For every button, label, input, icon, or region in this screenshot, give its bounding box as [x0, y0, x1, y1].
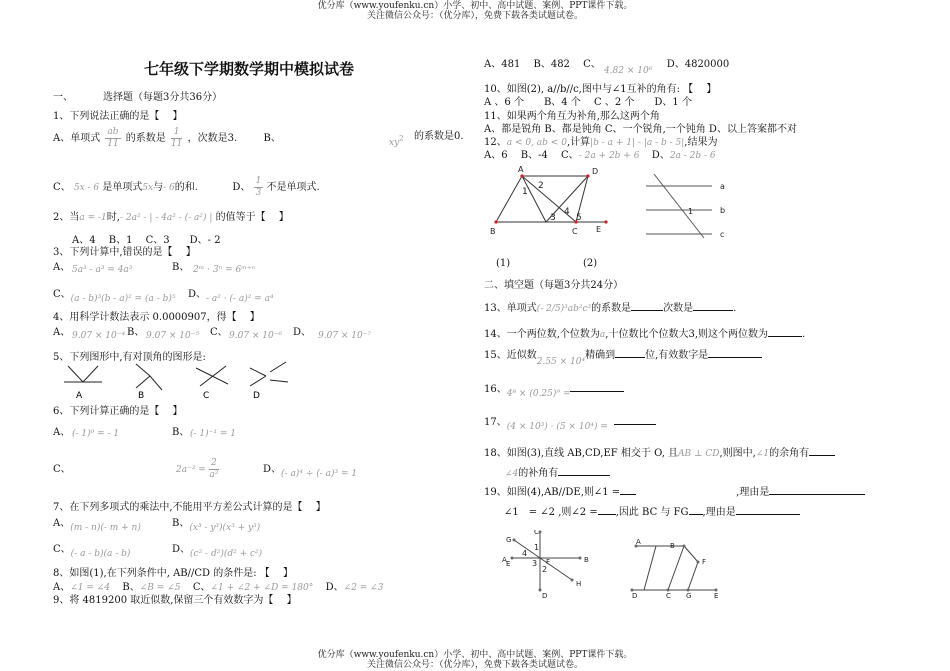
fig4-label-g: G [686, 592, 692, 600]
fig3-label-f: F [546, 558, 551, 566]
fig4-label-f: F [702, 558, 707, 566]
question-18-line2: ∠4的补角有 [505, 464, 610, 479]
question-5-figures [58, 360, 298, 402]
fig2-label-b: b [720, 206, 726, 215]
fig3-label-e: E [506, 560, 511, 568]
q17-blank[interactable] [614, 415, 656, 425]
q19-blank-relation[interactable] [689, 505, 703, 515]
fig4-label-e: E [714, 592, 719, 600]
fig3-label-d: D [542, 592, 548, 600]
fig2-label-c: c [720, 230, 725, 239]
figure-5d [250, 362, 288, 386]
question-7-option-d: D、(c² - d²)(d² + c²) [172, 544, 263, 559]
fig1-angle-1: 1 [522, 187, 528, 197]
question-11: 11、如果两个角互为补角,那么这两个角 [484, 111, 660, 122]
q19-blank-angle2[interactable] [598, 505, 616, 515]
question-4-option-d-formula: 9.07 × 10⁻⁷ [318, 331, 372, 341]
fig4-label-d: D [632, 592, 638, 600]
q13-blank-degree[interactable] [693, 301, 733, 311]
question-8: 8、如图(1),在下列条件中, AB//CD 的条件是: 【 】 [53, 568, 293, 579]
top-watermark-line2: 关注微信公众号：（优分库），免费下载各类试题试卷。 [366, 11, 583, 21]
q18-blank-complement[interactable] [809, 446, 835, 456]
question-3: 3、下列计算中,错误的是【 】 [53, 247, 196, 258]
q18-blank-supplement[interactable] [558, 466, 610, 476]
fig3-label-b: B [584, 556, 589, 564]
fig3-angle-1: 1 [534, 543, 540, 552]
fig2-angle-1: 1 [688, 207, 694, 216]
figure-2-caption: (2) [583, 258, 598, 269]
q19-blank-reason1[interactable] [769, 485, 865, 495]
question-10: 10、如图(2), a//b//c,图中与∠1互补的角有: 【 】 [484, 84, 717, 95]
question-17: 17、(4 × 10³) · (5 × 10⁴) = [484, 413, 656, 428]
figure-5-label-d: D [253, 391, 260, 401]
fig3-label-g: G [506, 536, 512, 544]
q14-blank[interactable] [768, 327, 802, 337]
question-6-option-c: C、 [53, 464, 71, 475]
bottom-watermark-line2: 关注微信公众号：（优分库），免费下载各类试题试卷。 [366, 660, 583, 670]
question-4-option-d: D、 [293, 327, 312, 338]
question-3-option-d: D、- a² · (- a)² = a⁴ [188, 289, 274, 304]
question-5: 5、下列图形中,有对顶角的图形是: [53, 352, 206, 363]
fig1-angle-3: 3 [550, 213, 556, 223]
question-2: 2、当a = -1时,- 2a² - | - 4a² - (- a²) | 的值等于【 】 [53, 212, 289, 223]
q15-blank-sigfigs[interactable] [708, 348, 762, 358]
fig3-angle-3: 3 [532, 559, 538, 568]
question-3-option-a: A、 [53, 262, 71, 273]
q13-blank-coefficient[interactable] [631, 301, 663, 311]
fig1-angle-4: 4 [564, 207, 570, 217]
question-6-option-d: D、(- a)⁴ ÷ (- a)³ = 1 [263, 464, 358, 479]
question-1-option-c: C、 5x - 6 是单项式5x与- 6的和. D、 $\frac{1}{3}$ 不是单项式. [53, 176, 320, 198]
section-two: 二、填空题（每题3分共24分） [484, 280, 624, 291]
fig3-label-c: C [534, 530, 539, 536]
figure-1-caption: (1) [496, 258, 511, 269]
fig3-angle-4: 4 [522, 549, 528, 558]
question-18-line1: 18、如图(3),直线 AB,CD,EF 相交于 O, 且AB ⊥ CD,则图中,∠1的余角有 [484, 444, 835, 459]
question-9: 9、将 4819200 取近似数,保留三个有效数字为【 】 [53, 595, 297, 606]
fig1-label-d: D [592, 167, 599, 176]
q19-blank-reason2[interactable] [736, 505, 800, 515]
question-3-option-a-formula: 5a³ - a³ = 4a³ [72, 265, 133, 275]
question-1-option-b: $xy^2$ 的系数是0. [389, 131, 464, 148]
figure-1-point-a [520, 174, 523, 177]
fig1-angle-5: 5 [576, 213, 582, 223]
question-6-option-a-formula: (- 1)⁰ = - 1 [72, 429, 120, 439]
fig1-label-b: B [490, 227, 496, 236]
fig1-label-c: C [572, 227, 578, 236]
question-4-option-a-formula: 9.07 × 10⁻⁴ [72, 331, 126, 341]
question-6-option-a: A、 [53, 427, 71, 438]
question-6-option-b: B、 [172, 427, 190, 438]
question-8-options: A、∠1 = ∠4 B、∠B = ∠5 C、∠1 + ∠2 + ∠D = 180° D、∠2 = ∠3 [53, 582, 384, 593]
question-11-options: A、都是锐角 B、都是钝角 C、一个锐角,一个钝角 D、以上答案都不对 [484, 124, 797, 135]
question-6-option-b-formula: (- 1)⁻¹ = 1 [190, 429, 236, 439]
fig1-label-a: A [518, 165, 524, 174]
figure-3 [500, 530, 610, 602]
question-16: 16、4⁸ × (0.25)⁹ = [484, 380, 624, 395]
figure-5-label-c: C [203, 391, 210, 401]
question-7-option-c: C、(- a - b)(a - b) [53, 544, 131, 559]
fig3-angle-2: 2 [542, 565, 548, 574]
fig3-label-a: A [502, 556, 507, 564]
figure-2 [640, 170, 740, 246]
question-7-option-a: A、(m - n)(- m + n) [53, 518, 141, 533]
section-one: 一、 选择题（每题3分共36分） [53, 92, 223, 103]
question-3-option-b-formula: 2ᵐ · 3ⁿ = 6ᵐ⁺ⁿ [193, 265, 256, 275]
question-1: 1、下列说法正确的是【 】 [53, 111, 183, 122]
question-13: 13、单项式(- 2/5)³ab²c³的系数是 次数是 . [484, 303, 737, 314]
fig1-angle-2: 2 [538, 181, 544, 191]
fig4-label-c: C [666, 592, 671, 600]
figure-4 [626, 538, 726, 600]
fig4-label-b: B [670, 542, 675, 550]
question-15: 15、近似数2.55 × 10⁴精确到 位,有效数字是 [484, 346, 762, 361]
figure-1-point-b [494, 220, 497, 223]
page-title: 七年级下学期数学期中模拟试卷 [144, 60, 355, 78]
figure-5b [136, 364, 162, 390]
figure-1-point-d [586, 174, 589, 177]
fig1-label-e: E [596, 225, 602, 234]
question-2-options: A、4 B、1 C、3 D、- 2 [72, 235, 221, 246]
figure-5-label-b: B [138, 391, 145, 401]
question-7: 7、在下列多项式的乘法中,不能用平方差公式计算的是【 】 [53, 502, 326, 513]
question-4-option-b: B、 [127, 327, 145, 338]
top-watermark-line1: 优分库（www.youfenku.cn）小学、初中、高中试题、案例、PPT课件下载。 [317, 1, 633, 11]
question-19-line2: ∠1 = ∠2 ,则∠2 = ,因此 BC 与 FG ,理由是 [504, 503, 800, 518]
figure-1-point-e [604, 220, 607, 223]
question-12: 12、a < 0, ab < 0,计算|b - a + 1| - |a - b - 5|,结果为 [484, 137, 718, 148]
question-4-option-c: C、 [210, 327, 228, 338]
question-9-options: A、481 B、482 C、 4.82 × 10⁶ D、4820000 [484, 59, 730, 76]
question-4-option-b-formula: 9.07 × 10⁻⁵ [146, 331, 200, 341]
question-6: 6、下列计算正确的是【 】 [53, 406, 183, 417]
question-6-option-c-formula: 2a⁻² = $\frac{2}{\text{a²}}$ [176, 458, 219, 480]
question-3-option-b: B、 [172, 262, 190, 273]
question-19-line1: 19、如图(4),AB//DE,则∠1 = ,理由是 [484, 483, 865, 498]
fig4-label-a: A [636, 538, 641, 546]
question-3-option-c: C、(a - b)³(b - a)² = (a - b)⁵ [53, 289, 176, 304]
fig2-label-a: a [720, 182, 725, 191]
fig3-label-h: H [576, 580, 582, 588]
question-4: 4、用科学计数法表示 0.0000907，得【 】 [53, 312, 260, 323]
question-12-options: A、6 B、-4 C、- 2a + 2b + 6 D、2a - 2b - 6 [484, 150, 716, 161]
question-10-options: A 、6 个 B、4 个 C 、2 个 D、1 个 [484, 97, 692, 108]
figure-5-label-a: A [76, 391, 83, 401]
question-4-option-c-formula: 9.07 × 10⁻⁶ [229, 331, 283, 341]
figure-5a [64, 366, 102, 382]
question-4-option-a: A、 [53, 327, 71, 338]
q19-blank-angle1[interactable] [620, 485, 636, 495]
q15-blank-precision[interactable] [615, 348, 645, 358]
question-14: 14、一个两位数,个位数为a,十位数比个位数大3,则这个两位数为 . [484, 329, 806, 340]
q16-blank[interactable] [570, 382, 624, 392]
question-1-option-a: A、单项式 $\frac{ab}{11}$ 的系数是 $\frac{1}{11}$ ，次数是3. B、 [53, 127, 281, 149]
figure-5c [196, 366, 228, 386]
question-7-option-b: B、(x³ - y³)(x³ + y³) [172, 518, 261, 533]
bottom-watermark-line1: 优分库（www.youfenku.cn）小学、初中、高中试题、案例、PPT课件下载。 [317, 650, 633, 660]
figure-1 [488, 162, 618, 242]
